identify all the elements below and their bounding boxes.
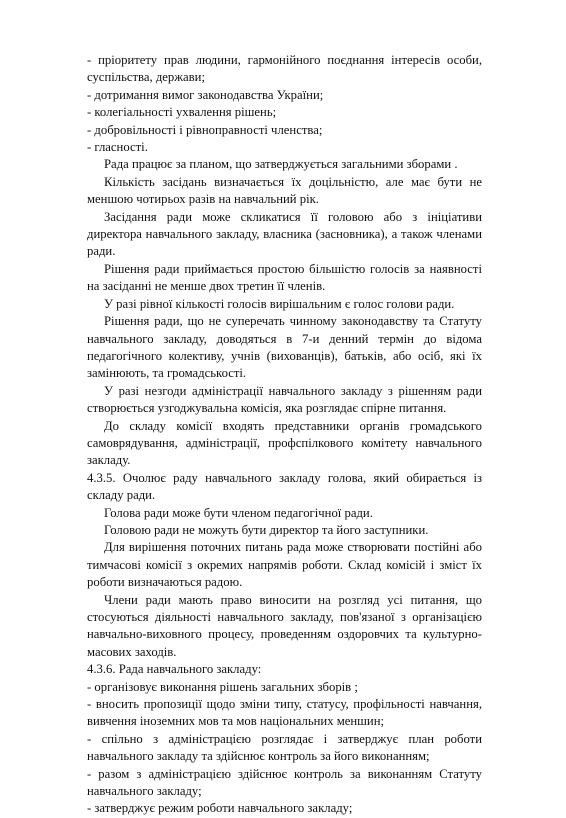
paragraph: У разі незгоди адміністрації навчального закладу з рішенням ради створюється узгоджувальна комісія, яка розглядає спірне питання. bbox=[87, 383, 482, 416]
document-body bbox=[87, 52, 482, 818]
paragraph: - організовує виконання рішень загальних зборів ; bbox=[87, 679, 358, 694]
paragraph: Кількість засідань визначається їх доцільністю, але має бути не меншою чотирьох разів на навчальний рік. bbox=[87, 174, 482, 207]
paragraph: - добровільності і рівноправності членства; bbox=[87, 122, 323, 137]
paragraph: Головa ради може бути членом педагогічної ради. bbox=[104, 505, 373, 520]
paragraph: - пріоритету прав людини, гармонійного поєднання інтересів особи, суспільства, держави; bbox=[87, 53, 482, 85]
paragraph: - колегіальності ухвалення рішень; bbox=[87, 105, 277, 120]
paragraph: - затверджує режим роботи навчального закладу; bbox=[87, 801, 353, 816]
paragraph: Рішення ради, що не суперечать чинному законодавству та Статуту навчального закладу, доводяться в 7-и денний термін до відома педагогічного колективу, учнів (вихованців), батьків, або осіб, які їх замінюють, та громадськості. bbox=[87, 314, 482, 381]
paragraph: У разі рівної кількості голосів вирішальним є голос голови ради. bbox=[104, 296, 455, 311]
paragraph: Члени ради мають право виносити на розгляд усі питання, що стосуються діяльності навчального закладу, пов'язаної з організацією навчально-виховного процесу, проведенням оздоровчих та культурно-масових заходів. bbox=[87, 592, 482, 659]
paragraph: Головою ради не можуть бути директор та його заступники. bbox=[104, 522, 429, 537]
paragraph: До складу комісії входять представники органів громадського самоврядування, адміністрації, профспілкового комітету навчального закладу. bbox=[87, 418, 482, 468]
paragraph: 4.3.5. Очолює раду навчального закладу голова, який обирається із складу ради. bbox=[87, 470, 482, 503]
paragraph: - разом з адміністрацією здійснює контроль за виконанням Статуту навчального закладу; bbox=[87, 766, 482, 799]
paragraph: - вносить пропозиції щодо зміни типу, статусу, профільності навчання, вивчення іноземних мов та мов національних меншин; bbox=[87, 697, 482, 729]
paragraph: - гласності. bbox=[87, 140, 148, 155]
paragraph: - спільно з адміністрацією розглядає і затверджує план роботи навчального закладу та здійснює контроль за його виконанням; bbox=[87, 731, 482, 764]
paragraph: 4.3.6. Рада навчального закладу: bbox=[87, 662, 262, 677]
paragraph: Рішення ради приймається простою більшістю голосів за наявності на засіданні не менше двох третин її членів. bbox=[87, 261, 482, 294]
paragraph: Для вирішення поточних питань рада може створювати постійні або тимчасові комісії з окремих напрямів роботи. Склад комісій і зміст їх роботи визначаються радою. bbox=[87, 540, 482, 590]
paragraph: Рада працює за планом, що затверджується загальними зборами . bbox=[104, 157, 458, 172]
paragraph: Засідання ради може скликатися її головою або з ініціативи директора навчального закладу, власника (засновника), а також членами ради. bbox=[87, 209, 482, 259]
paragraph: - дотримання вимог законодавства України; bbox=[87, 87, 324, 102]
